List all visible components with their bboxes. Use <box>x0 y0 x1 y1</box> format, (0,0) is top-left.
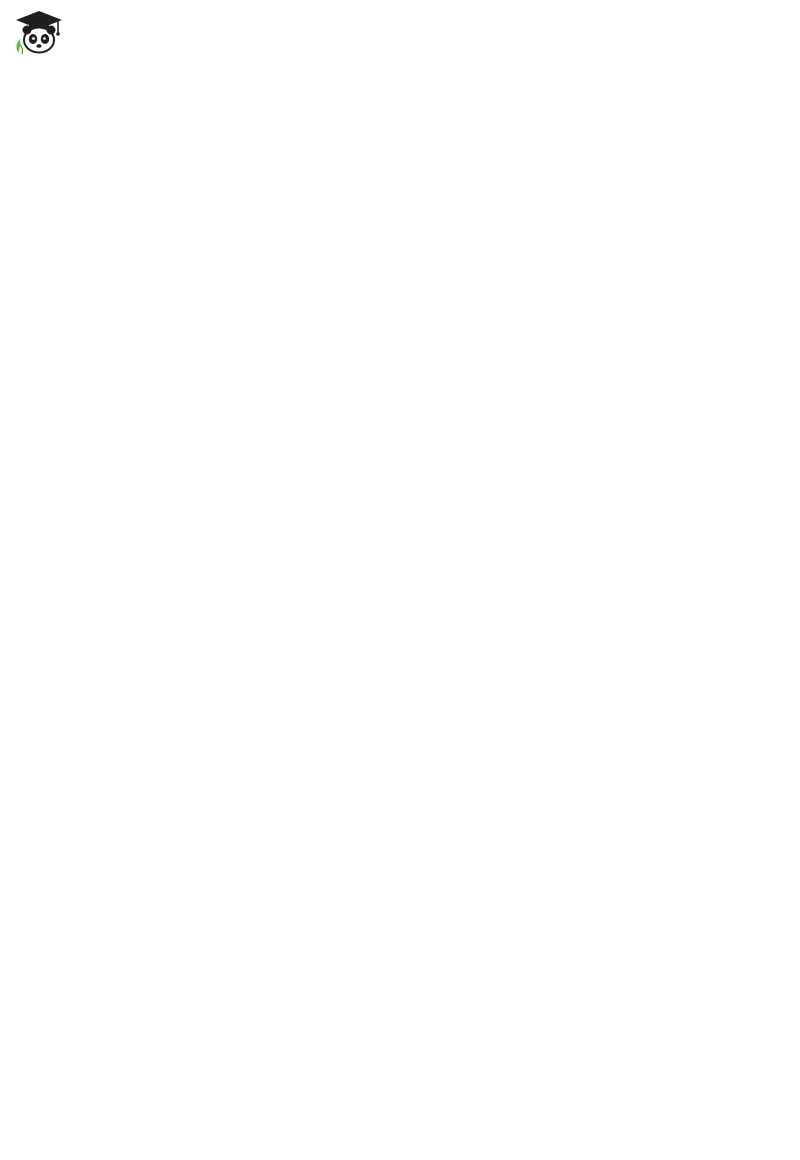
essay-body <box>74 70 730 82</box>
panda-graduate-icon <box>12 9 66 55</box>
logo-wordmark <box>71 20 72 45</box>
ivypanda-logo[interactable] <box>12 9 72 55</box>
